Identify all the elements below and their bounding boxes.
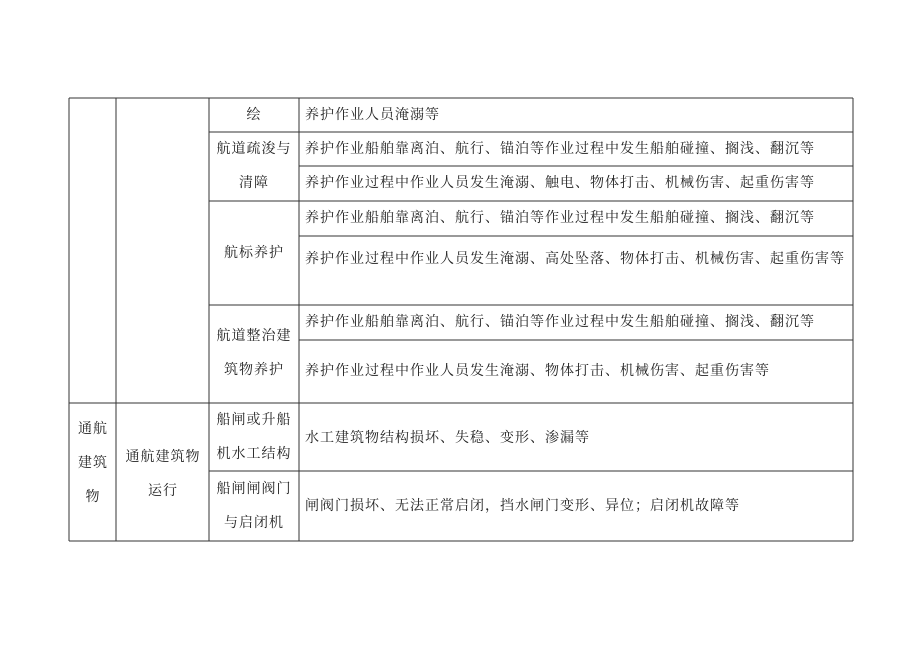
category-cell	[74, 412, 112, 514]
risk-text: 养护作业船舶靠离泊、航行、锚泊等作业过程中发生船舶碰撞、搁浅、翻沉等	[305, 141, 815, 157]
risk-cell	[305, 242, 847, 276]
item-cell	[212, 319, 296, 387]
risk-text: 养护作业船舶靠离泊、航行、锚泊等作业过程中发生船舶碰撞、搁浅、翻沉等	[305, 210, 815, 226]
risk-text: 养护作业人员淹溺等	[305, 107, 440, 123]
item-cell	[209, 236, 299, 270]
item-text: 航道疏浚与清障	[216, 141, 292, 191]
item-text: 航标养护	[224, 245, 284, 261]
item-cell	[209, 98, 299, 132]
item-text: 绘	[246, 107, 262, 123]
risk-text: 闸阀门损坏、无法正常启闭，挡水闸门变形、异位；启闭机故障等	[305, 498, 740, 514]
subcategory-cell	[120, 440, 206, 508]
item-cell	[212, 132, 296, 200]
risk-cell	[305, 489, 740, 523]
risk-cell	[305, 354, 770, 388]
risk-text: 养护作业过程中作业人员发生淹溺、高处坠落、物体打击、机械伤害、起重伤害等	[305, 251, 845, 267]
risk-text: 养护作业过程中作业人员发生淹溺、物体打击、机械伤害、起重伤害等	[305, 363, 770, 379]
category-text: 通航建筑物	[78, 421, 108, 505]
item-cell	[212, 472, 296, 540]
item-text: 船闸或升船机水工结构	[216, 412, 292, 462]
item-text: 航道整治建筑物养护	[216, 328, 292, 378]
risk-cell	[305, 201, 815, 235]
risk-text: 水工建筑物结构损坏、失稳、变形、渗漏等	[305, 430, 590, 446]
risk-cell	[305, 166, 815, 200]
item-text: 船闸闸阀门与启闭机	[216, 481, 292, 531]
risk-cell	[305, 305, 815, 339]
risk-cell	[305, 98, 440, 132]
item-cell	[212, 403, 296, 471]
risk-text: 养护作业船舶靠离泊、航行、锚泊等作业过程中发生船舶碰撞、搁浅、翻沉等	[305, 314, 815, 330]
risk-cell	[305, 132, 815, 166]
subcategory-text: 通航建筑物运行	[125, 449, 201, 499]
risk-cell	[305, 421, 590, 455]
risk-text: 养护作业过程中作业人员发生淹溺、触电、物体打击、机械伤害、起重伤害等	[305, 175, 815, 191]
